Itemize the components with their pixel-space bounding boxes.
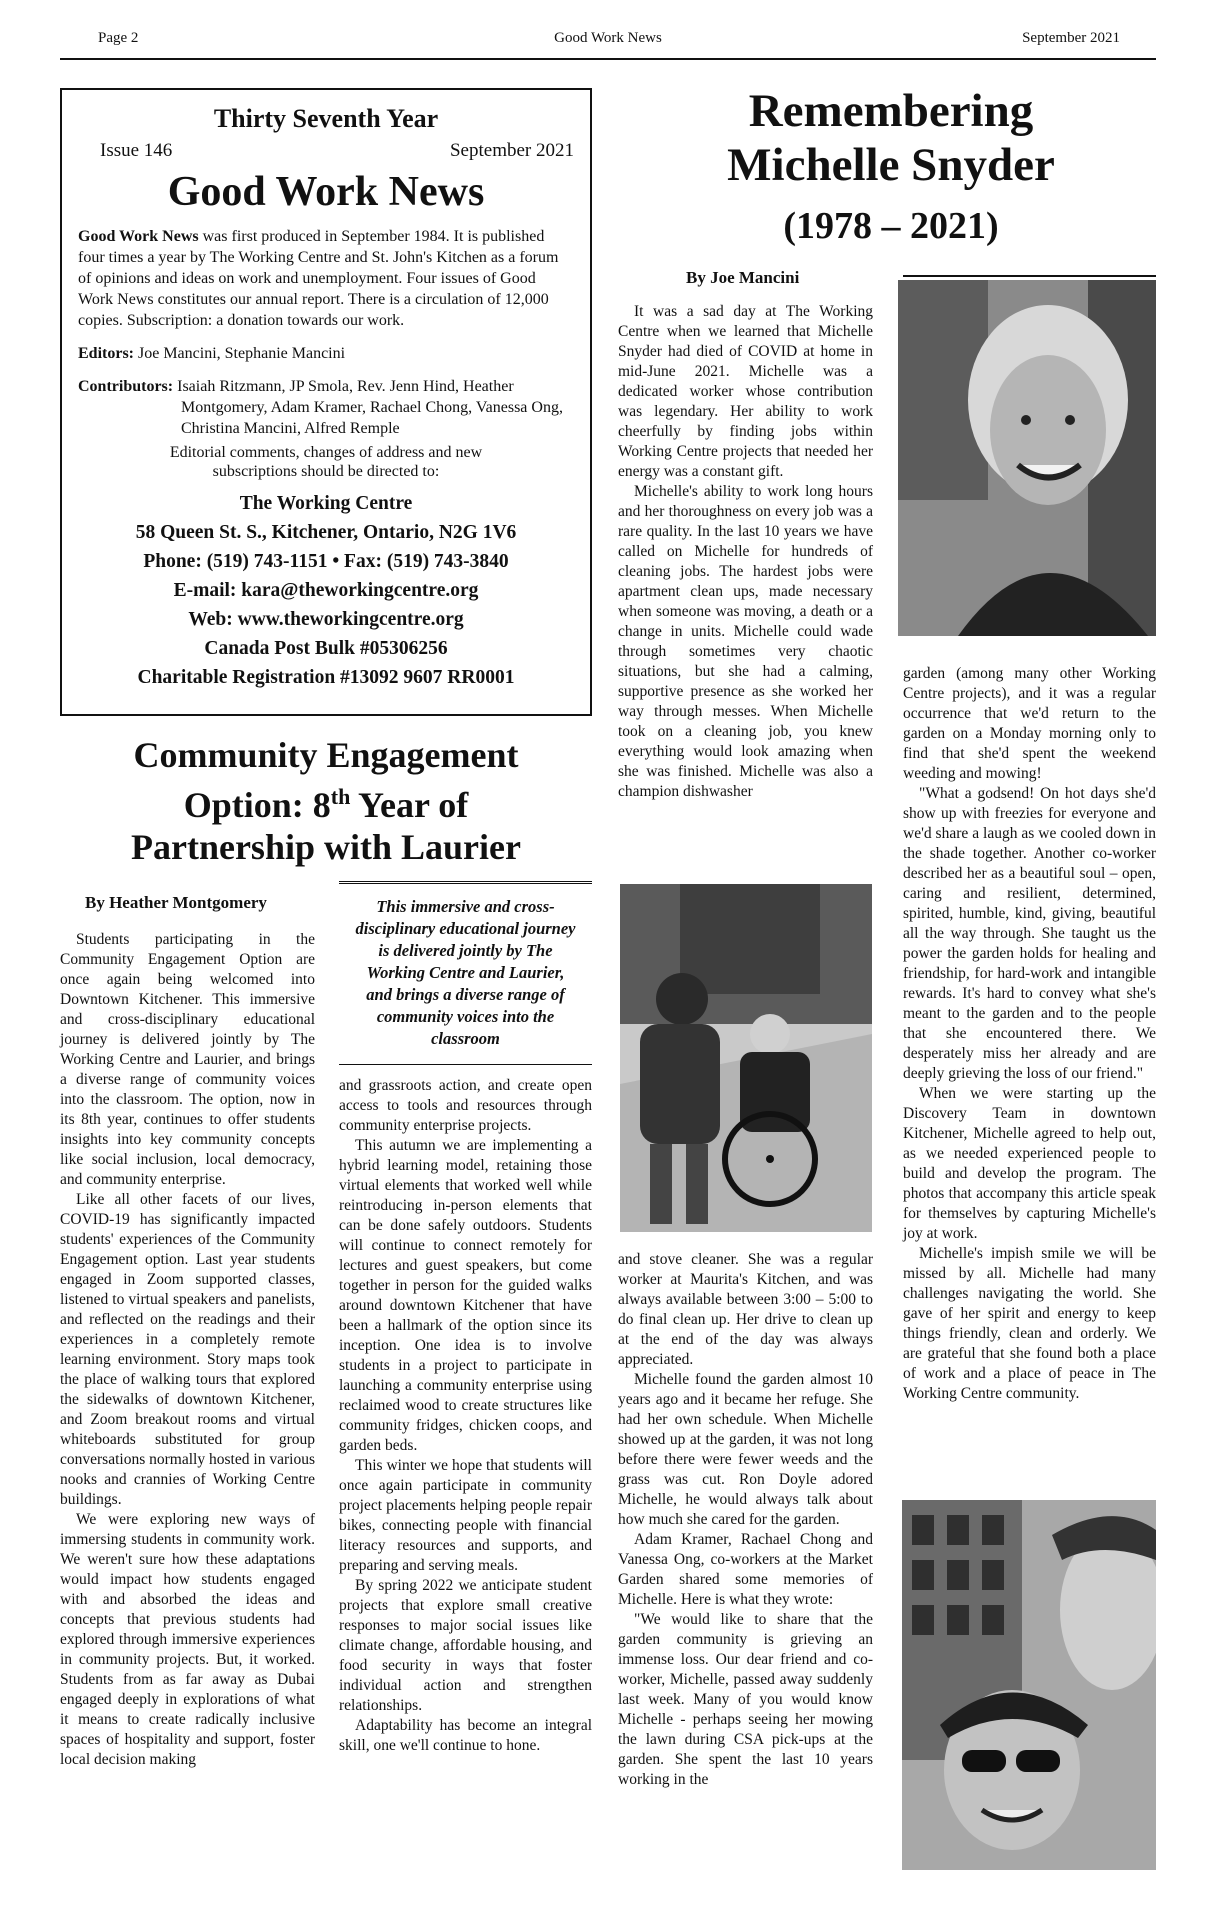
- masthead-box: [60, 88, 592, 716]
- remembering-byline: By Joe Mancini: [686, 268, 800, 287]
- header-rule: [60, 58, 1156, 60]
- paragraph: garden (among many other Working Centre projects), and it was a regular occurrence that we'd return to the garden on a Monday morning only to find that she'd spent the weekend weeding and mowing!: [903, 665, 1156, 782]
- paragraph: and grassroots action, and create open access to tools and resources through community enterprise projects.: [339, 1077, 592, 1134]
- paragraph: It was a sad day at The Working Centre when we learned that Michelle Snyder had died of COVID at home in mid-June 2021. Michelle was a dedicated worker whose contribution was legendary. Her ability to work cheerfully by finding jobs within Working Centre projects that needed her energy was a constant gift.: [618, 303, 873, 480]
- phone-line: Phone: (519) 743-1151 • Fax: (519) 743-3840: [143, 551, 509, 572]
- community-byline: By Heather Montgomery: [85, 893, 267, 912]
- paragraph: Adaptability has become an integral skill, one we'll continue to hone.: [339, 1717, 592, 1754]
- editors-label: Editors:: [78, 345, 134, 362]
- contributors-label: Contributors:: [78, 378, 174, 395]
- charity-line: Charitable Registration #13092 9607 RR0001: [137, 667, 515, 688]
- paragraph: "We would like to share that the garden community is grieving an immense loss. Our dear friend and co-worker, Michelle, passed away suddenly last week. Many of you would know Michelle - perhaps seeing her mowing the lawn during CSA pick-ups at the garden. She spent the last 10 years working in the: [618, 1611, 873, 1788]
- page-number: Page 2: [98, 30, 139, 46]
- web-line: Web: www.theworkingcentre.org: [188, 609, 464, 630]
- selfie-photo: [902, 1500, 1156, 1870]
- paragraph: By spring 2022 we anticipate student projects that explore small creative responses to major social issues like climate change, affordable housing, and food security in ways that foster individual action and strengthen relationships.: [339, 1577, 592, 1714]
- masthead-about-name: Good Work News: [78, 228, 199, 245]
- address-line: 58 Queen St. S., Kitchener, Ontario, N2G 1V6: [135, 522, 517, 543]
- community-title-line3: Partnership with Laurier: [131, 827, 521, 867]
- wheelchair-photo: [620, 884, 872, 1232]
- masthead-about: [78, 226, 574, 331]
- paragraph: This autumn we are implementing a hybrid learning model, retaining those virtual elements that worked well while reintroducing in-person elements that can be done safely outdoors. Students will continue to connect remotely for lectures and guest speakers, but come together in person for the guided walks around downtown Kitchener that have been a hallmark of the option since its inception. One idea is to involve students in a project to participate in launching a community enterprise using reclaimed wood to create structures like community fridges, chicken coops, and garden beds.: [339, 1137, 592, 1454]
- selfie-photo-image: [902, 1500, 1156, 1870]
- title-part: Option: 8: [183, 785, 331, 825]
- masthead-editors: [78, 343, 574, 364]
- paragraph: Adam Kramer, Rachael Chong and Vanessa Ong, co-workers at the Market Garden shared some memories of Michelle. Here is what they wrote:: [618, 1531, 873, 1608]
- address-line: The Working Centre: [239, 493, 413, 514]
- portrait-photo: [898, 280, 1156, 636]
- paragraph: "What a godsend! On hot days she'd show up with freezies for everyone and we'd share a laugh as we cooled down in the shade together. Another co-worker described her as a beautiful soul – open, caring and resilient, determined, spirited, humble, kind, giving, beautiful all the way through. She taught us the power the garden holds for healing and friendship, for hard-work and intangible rewards. It's hard to convey what she's meant to the garden and to the people that she encountered there. We desperately miss her already and are deeply grieving the loss of our friend.": [903, 785, 1156, 1082]
- masthead-issue-row: [100, 140, 574, 162]
- issue-date: September 2021: [1022, 30, 1120, 46]
- editors-names: Joe Mancini, Stephanie Mancini: [134, 345, 346, 362]
- paragraph: Michelle's impish smile we will be missed by all. Michelle had many challenges navigating the world. She gave of her spirit and energy to keep things friendly, clean and orderly. We are grateful that she found both a place of work and a place of peace in The Working Centre community.: [903, 1245, 1156, 1402]
- paragraph: Like all other facets of our lives, COVID-19 has significantly impacted students' experiences of the Community Engagement option. Last year students engaged in Zoom supported classes, listened to virtual speakers and panelists, and reflected on the readings and their experiences in a completely remote learning environment. Story maps took the place of walking tours that explored the sidewalks of downtown Kitchener, and Zoom breakout rooms and virtual whiteboards substituted for group conversations normally hosted in various nooks and crannies of Working Centre buildings.: [60, 1191, 315, 1508]
- paragraph: We were exploring new ways of immersing students in community work. We weren't sure how these adaptations would impact how students engaged with and absorbed the ideas and concepts that previous students had explored through immersive experiences in community projects. But, it worked. Students from as far away as Dubai engaged deeply in explorations of what it means to create radically inclusive spaces of hospitality and support, foster local decision making: [60, 1511, 315, 1768]
- remembering-dates: (1978 – 2021): [783, 205, 999, 247]
- pull-quote: This immersive and cross-disciplinary educational journey is delivered jointly by The Working Centre and Laurier, and brings a diverse range of community voices into the classroom: [339, 881, 592, 1065]
- masthead-year: Thirty Seventh Year: [213, 104, 439, 133]
- email-line: E-mail: kara@theworkingcentre.org: [173, 580, 479, 601]
- masthead-date: September 2021: [449, 140, 574, 161]
- masthead-title: Good Work News: [167, 169, 485, 215]
- community-column-1: [60, 930, 315, 1770]
- community-title-line2: [60, 776, 592, 826]
- paragraph: Students participating in the Community Engagement Option are once again being welcomed into Downtown Kitchener. This immersive and cross-disciplinary educational journey is delivered jointly by The Working Centre and Laurier, and brings a diverse range of community voices into the classroom. The option, now in its 8th year, continues to offer students insights into key community concepts like social inclusion, local democracy, and community enterprise.: [60, 931, 315, 1188]
- masthead-about-text: was first produced in September 1984. It is published four times a year by The Working Centre and St. John's Kitchen as a forum of opinions and ideas on work and unemployment. Four issues of Good Work News constitutes our annual report. There is a circulation of 12,000 copies. Subscription: a donation towards our work.: [78, 228, 559, 329]
- community-headline: [60, 734, 592, 868]
- remembering-title-line2: Michelle Snyder: [727, 139, 1055, 191]
- masthead-issue: Issue 146: [100, 140, 173, 161]
- address-block: [78, 489, 574, 692]
- remembering-title-line1: Remembering: [748, 85, 1034, 137]
- community-title-line1: Community Engagement: [133, 735, 519, 775]
- headline-rule: [903, 275, 1156, 277]
- remembering-column-3-top: [618, 302, 873, 802]
- paragraph: When we were starting up the Discovery Team in downtown Kitchener, Michelle agreed to help out, as we needed experienced people to build and develop the program. The photos that accompany this article speak for themselves by capturing Michelle's joy at work.: [903, 1085, 1156, 1242]
- paragraph: Michelle found the garden almost 10 years ago and it became her refuge. She had her own schedule. When Michelle showed up at the garden, it was not long before there were fewer weeds and the grass was cut. Ron Doyle adored Michelle, he would always talk about how much she cared for the garden.: [618, 1371, 873, 1528]
- contributors-names: Isaiah Ritzmann, JP Smola, Rev. Jenn Hind, Heather Montgomery, Adam Kramer, Rachael Chong, Vanessa Ong, Christina Mancini, Alfred Remple: [173, 378, 563, 437]
- editorial-note: Editorial comments, changes of address and new subscriptions should be directed to:: [169, 444, 483, 480]
- paragraph: This winter we hope that students will once again participate in community project placements helping people repair bikes, connecting people with financial literacy resources and supports, and preparing and serving meals.: [339, 1457, 592, 1574]
- masthead-contributors: [78, 376, 574, 439]
- title-part: Year of: [350, 785, 469, 825]
- remembering-headline: [626, 84, 1156, 254]
- remembering-column-3-bottom: [618, 1250, 873, 1790]
- running-title: Good Work News: [554, 30, 662, 46]
- title-superscript: th: [330, 784, 351, 809]
- paragraph: Michelle's ability to work long hours and her thoroughness on every job was a rare quality. In the last 10 years we have called on Michelle for hundreds of cleaning jobs. The hardest jobs were apartment clean ups, made necessary when someone was moving, a death or a change in units. Michelle could wade through sometimes very chaotic situations, but she had a calming, supportive presence as she worked her way through messes. When Michelle took on a cleaning job, you knew everything would look amazing when she was finished. Michelle was also a champion dishwasher: [618, 483, 873, 800]
- paragraph: and stove cleaner. She was a regular worker at Maurita's Kitchen, and was always available between 3:00 – 5:00 to do final clean up. Her drive to clean up at the end of the day was always appreciated.: [618, 1251, 873, 1368]
- community-column-2: [339, 1076, 592, 1756]
- wheelchair-photo-image: [620, 884, 872, 1232]
- postal-line: Canada Post Bulk #05306256: [204, 638, 448, 659]
- portrait-photo-image: [898, 280, 1156, 636]
- remembering-column-4: [903, 664, 1156, 1404]
